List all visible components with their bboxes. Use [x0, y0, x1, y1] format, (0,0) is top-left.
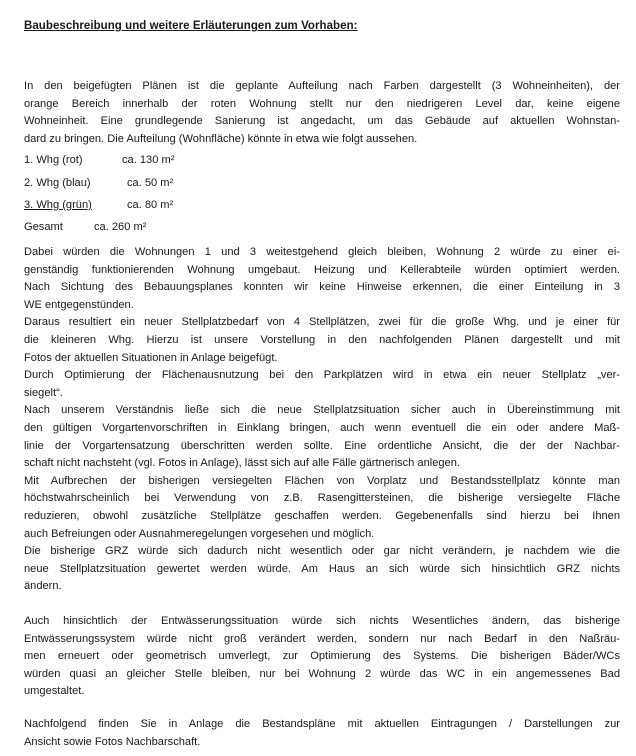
- closing-line: Nachfolgend finden Sie in Anlage die Bestandspläne mit aktuellen Eintragungen / Darstellungen zur: [24, 718, 620, 730]
- drainage-paragraph: [24, 613, 620, 701]
- body-paragraph: [24, 244, 620, 596]
- body-line: Dabei würden die Wohnungen 1 und 3 weitestgehend gleich bleiben, Wohnung 2 würde zu einer ei-: [24, 246, 620, 258]
- body-line: linie der Vorgartensatzung überschritten werden sollte. Eine ordentliche Ansicht, die der der Nachbar-: [24, 439, 620, 452]
- body-line: Daraus resultiert ein neuer Stellplatzbedarf von 4 Stellplätzen, zwei für die große Whg. und je einer für: [24, 316, 620, 329]
- body-line: ändern.: [24, 580, 62, 593]
- unit-row: [24, 154, 175, 166]
- drainage-line: Auch hinsichtlich der Entwässerungssituation würde sich nichts Wesentliches ändern, das bisherige: [24, 615, 620, 627]
- body-line: höchstwahrscheinlich bei Verwendung von z.B. Rasengittersteinen, die bisherige versiegelte Fläche: [24, 492, 620, 505]
- body-line: auch Befreiungen oder Ausnahmeregelungen vorgesehen und möglich.: [24, 527, 375, 540]
- unit-area: ca. 130 m²: [122, 154, 175, 166]
- document-heading: Baubeschreibung und weitere Erläuterungen zum Vorhaben:: [24, 20, 358, 32]
- unit-row: [24, 177, 174, 189]
- body-line: Nach unserem Verständnis ließe sich die neue Stellplatzsituation sicher auch in Übereinstimmung mit: [24, 404, 620, 417]
- unit-area: ca. 80 m²: [127, 199, 174, 211]
- intro-line: dard zu bringen. Die Aufteilung (Wohnfläche) könnte in etwa wie folgt aussehen.: [24, 132, 418, 145]
- unit-label: 2. Whg (blau): [24, 177, 91, 189]
- unit-label: Gesamt: [24, 221, 63, 233]
- intro-line: In den beigefügten Plänen ist die geplante Aufteilung nach Farben dargestellt (3 Wohneinheiten), der: [24, 80, 620, 92]
- unit-area: ca. 50 m²: [127, 177, 174, 189]
- drainage-line: men erneuert oder geometrisch umverlegt, zur Optimierung des Systems. Die bisherigen Bäder/WCs: [24, 650, 620, 663]
- closing-paragraph: [24, 716, 620, 751]
- body-line: Fotos der aktuellen Situationen in Anlage beigefügt.: [24, 351, 278, 364]
- unit-row: [24, 199, 174, 211]
- intro-line: Wohneinheit. Eine grundlegende Sanierung ist angedacht, um das Gebäude auf aktuellen Wohnstan-: [24, 115, 620, 128]
- closing-line: Ansicht sowie Fotos Nachbarschaft.: [24, 735, 201, 748]
- drainage-line: Entwässerungssystem würde nicht groß verändert werden, sondern nur nach Bedarf in den Naßräu-: [24, 632, 620, 645]
- body-line: genständig funktionierenden Wohnung umgebaut. Heizung und Kellerabteile würden optimiert werden.: [24, 263, 620, 276]
- body-line: Durch Optimierung der Flächenausnutzung bei den Parkplätzen wird in etwa ein neuer Stellplatz „ver-: [24, 369, 620, 382]
- body-line: Die bisherige GRZ würde sich dadurch nicht wesentlich oder gar nicht verändern, je nachdem wie die: [24, 545, 620, 558]
- body-line: Mit Aufbrechen der bisherigen versiegelten Flächen von Vorplatz und Bestandsstellplatz könnte man: [24, 474, 620, 487]
- intro-line: orange Bereich innerhalb der roten Wohnung stellt nur den niedrigeren Level dar, keine eigene: [24, 97, 620, 110]
- intro-paragraph: [24, 78, 620, 148]
- unit-row-total: [24, 221, 147, 233]
- body-line: neue Stellplatzsituation gewertet werden würde. Am Haus an sich würde sich hinsichtlich GRZ nichts: [24, 562, 620, 575]
- unit-area: ca. 260 m²: [94, 221, 147, 233]
- body-line: Nach Sichtung des Bebauungsplanes konnten wir keine Hinweise erkennen, die einer Einteilung in 3: [24, 281, 620, 294]
- body-line: schaft nicht nachsteht (vgl. Fotos in Anlage), lässt sich auf alle Fälle gärtnerisch anlegen.: [24, 457, 460, 470]
- unit-label: 1. Whg (rot): [24, 154, 83, 166]
- body-line: reduzieren, obwohl zusätzliche Stellplätze geschaffen werden. Gegebenenfalls sind hierzu bei Ihnen: [24, 509, 620, 522]
- body-line: siegelt“.: [24, 386, 63, 399]
- body-line: den gültigen Vorgartenvorschriften in Einklang bringen, auch wenn eventuell die ein oder andere Maß-: [24, 421, 620, 434]
- unit-label: 3. Whg (grün): [24, 199, 92, 211]
- body-line: WE entgegenstünden.: [24, 298, 134, 311]
- drainage-line: umgestaltet.: [24, 685, 85, 698]
- drainage-line: würden quasi an gleicher Stelle bleiben, nur bei Wohnung 2 würde das WC in ein angemessenes Bad: [24, 667, 620, 680]
- body-line: die kleineren Whg. Hierzu ist unsere Vorstellung in den nachfolgenden Plänen dargestellt und mit: [24, 333, 620, 346]
